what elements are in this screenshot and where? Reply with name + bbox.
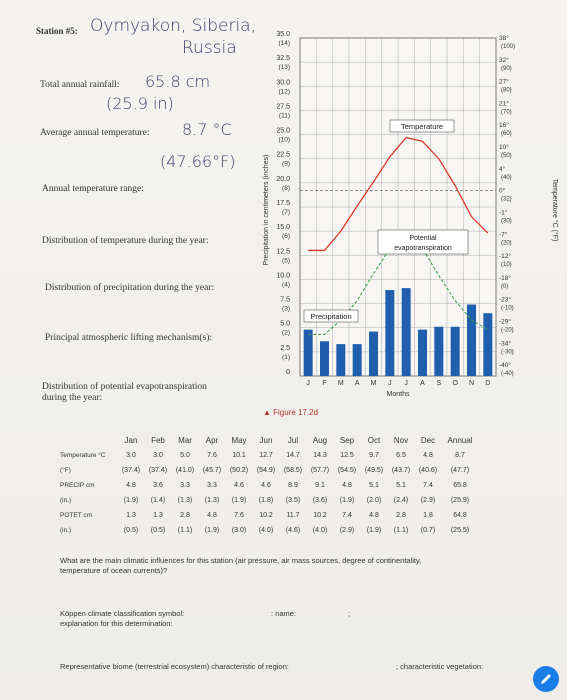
table-cell: 3.6 <box>153 482 163 489</box>
table-cell: 6.5 <box>396 452 406 459</box>
table-row <box>0 512 567 526</box>
y-axis-label-right: Temperature °C (°F) <box>551 178 558 242</box>
table-cell: 1.3 <box>153 512 163 519</box>
station-name-line2: Russia <box>182 38 237 58</box>
y-tick-label: 17.5 <box>276 200 290 207</box>
month-label: J <box>388 380 392 387</box>
y-tick-label-in: (7) <box>282 209 290 216</box>
month-label: O <box>452 380 458 387</box>
precip-bar <box>402 288 411 376</box>
table-header: May <box>231 436 247 445</box>
pet-distribution-label-2: during the year: <box>42 393 103 403</box>
table-cell: (2.4) <box>393 497 409 504</box>
table-cell: 65.8 <box>453 482 467 489</box>
table-cell: 10.2 <box>313 512 327 519</box>
table-cell: 3.3 <box>180 482 190 489</box>
table-cell: 9.1 <box>315 482 325 489</box>
month-label: A <box>420 380 425 387</box>
rainfall-label: Total annual rainfall: <box>40 80 120 90</box>
table-row-label: Temperature °C <box>60 452 106 459</box>
station-label: Station #5: <box>36 26 78 36</box>
right-tick-label-f: (0) <box>501 283 509 290</box>
influences-question-1: What are the main climatic influences for this station (air pressure, air mass sources, degree of continentality, <box>60 556 422 565</box>
table-cell: 64.8 <box>453 512 467 519</box>
table-cell: 4.6 <box>261 482 271 489</box>
table-cell: 7.4 <box>423 482 433 489</box>
y-tick-label-in: (14) <box>278 40 290 47</box>
right-tick-label: 0° <box>499 187 506 195</box>
right-tick-label-f: (50) <box>501 153 512 160</box>
table-cell: (4.6) <box>285 527 301 534</box>
table-cell: (3.5) <box>285 497 301 504</box>
table-cell: (0.7) <box>420 527 436 534</box>
table-cell: 3.0 <box>126 452 136 459</box>
figure-caption: ▲ Figure 17.2d <box>263 408 319 417</box>
right-tick-label-f: (60) <box>501 131 512 138</box>
y-tick-label: 35.0 <box>276 31 290 38</box>
table-cell: 7.4 <box>342 512 352 519</box>
y-tick-label-in: (6) <box>282 233 290 241</box>
table-cell: (54.9) <box>256 467 276 474</box>
right-tick-label: 27° <box>499 78 509 86</box>
month-label: D <box>485 380 491 387</box>
precip-bar <box>353 344 362 376</box>
table-header-row <box>0 436 567 450</box>
right-tick-label: 4° <box>499 165 506 173</box>
table-row <box>0 482 567 496</box>
right-tick-label-f: (80) <box>501 87 512 94</box>
table-header: Aug <box>312 436 328 445</box>
y-tick-label: 20.0 <box>276 175 290 183</box>
y-tick-label-in: (13) <box>278 64 290 72</box>
month-label: M <box>370 380 377 387</box>
table-cell: (1.9) <box>231 497 247 504</box>
precip-bar <box>369 332 378 376</box>
table-cell: (4.0) <box>258 527 274 534</box>
table-cell: 7.6 <box>207 452 217 459</box>
temp-distribution-label: Distribution of temperature during the year: <box>42 236 209 246</box>
temp-range-label: Annual temperature range: <box>42 184 144 194</box>
table-row <box>0 452 567 466</box>
table-cell: 8.9 <box>288 482 298 489</box>
table-cell: 14.3 <box>313 452 327 459</box>
table-cell: 4.8 <box>126 482 136 489</box>
y-tick-label: 32.5 <box>276 55 290 63</box>
table-header: Sep <box>339 436 355 445</box>
koppen-label: Köppen climate classification symbol: <box>60 609 185 618</box>
vegetation-label: ; characteristic vegetation: <box>396 662 484 671</box>
table-header: Jun <box>259 436 273 445</box>
table-cell: (2.9) <box>339 527 355 534</box>
right-tick-label-f: (10) <box>501 262 512 269</box>
table-row-label: (°F) <box>60 467 71 474</box>
pencil-icon[interactable] <box>533 666 559 692</box>
table-cell: (57.7) <box>310 467 330 474</box>
table-cell: 4.8 <box>207 512 217 519</box>
table-cell: (1.8) <box>258 497 274 504</box>
right-tick-label-f: (20) <box>501 240 512 247</box>
table-cell: (25.5) <box>450 527 470 534</box>
table-cell: (2.0) <box>366 497 382 504</box>
table-cell: (1.9) <box>339 497 355 504</box>
table-cell: 7.6 <box>234 512 244 519</box>
table-row-label: POTET cm <box>60 512 93 519</box>
precip-bar <box>304 330 313 376</box>
y-tick-label: 12.5 <box>276 248 290 256</box>
table-cell: (37.4) <box>148 467 168 474</box>
table-cell: (54.5) <box>337 467 357 474</box>
month-label: J <box>306 380 310 387</box>
table-cell: 12.7 <box>259 452 273 459</box>
right-tick-label-f: (90) <box>501 65 512 72</box>
y-tick-label: 5.0 <box>280 320 290 328</box>
precip-bar <box>483 313 492 376</box>
right-tick-label: 21° <box>499 100 509 108</box>
table-cell: (49.5) <box>364 467 384 474</box>
table-cell: 4.8 <box>423 452 433 459</box>
table-header: Mar <box>178 436 192 445</box>
table-cell: (58.5) <box>283 467 303 474</box>
table-header: Feb <box>151 436 165 445</box>
avg-temp-label: Average annual temperature: <box>40 128 150 138</box>
precip-distribution-label: Distribution of precipitation during the year: <box>45 283 215 293</box>
right-tick-label: -1° <box>499 209 508 217</box>
rainfall-value-in: (25.9 in) <box>106 94 174 113</box>
y-tick-label: 0 <box>286 369 290 376</box>
table-cell: 10.2 <box>259 512 273 519</box>
table-cell: (40.6) <box>418 467 438 474</box>
table-cell: 4.8 <box>342 482 352 489</box>
table-cell: 9.7 <box>369 452 379 459</box>
station-name-line1: Oymyakon, Siberia, <box>90 16 256 36</box>
table-cell: 14.7 <box>286 452 300 459</box>
table-cell: (1.9) <box>204 527 220 534</box>
y-tick-label-in: (1) <box>282 353 290 361</box>
temperature-annotation: Temperature <box>400 122 444 131</box>
right-tick-label: 16° <box>499 122 509 130</box>
table-cell: 5.1 <box>369 482 379 489</box>
right-tick-label-f: (100) <box>501 44 516 50</box>
table-cell: (43.7) <box>391 467 411 474</box>
table-cell: (47.7) <box>450 467 470 474</box>
avg-temp-value-c: 8.7 °C <box>182 120 232 139</box>
y-tick-label: 27.5 <box>276 103 290 111</box>
table-header: Dec <box>420 436 436 445</box>
precip-bar <box>336 344 345 376</box>
table-header: Jul <box>287 436 299 445</box>
y-tick-label-in: (5) <box>282 257 290 265</box>
table-cell: 5.1 <box>396 482 406 489</box>
right-tick-label: 38° <box>499 35 509 42</box>
table-cell: 3.0 <box>153 452 163 459</box>
table-cell: 12.5 <box>340 452 354 459</box>
right-tick-label: -34° <box>499 340 511 348</box>
y-axis-label: Precipitation in centimeters (inches) <box>263 154 270 266</box>
right-tick-label: 10° <box>499 144 509 152</box>
lifting-mechanism-label: Principal atmospheric lifting mechanism(s): <box>45 333 213 343</box>
y-tick-label-in: (11) <box>278 112 290 120</box>
koppen-explanation-label: explanation for this determination: <box>60 619 173 628</box>
table-cell: 4.8 <box>369 512 379 519</box>
y-tick-label: 10.0 <box>276 272 290 280</box>
table-cell: (3.0) <box>231 527 247 534</box>
table-row-label: (in.) <box>60 497 72 504</box>
table-cell: (1.3) <box>204 497 220 504</box>
right-tick-label-f: (-40) <box>501 371 514 378</box>
y-tick-label-in: (4) <box>282 281 290 289</box>
right-tick-label-f: (32) <box>501 196 512 203</box>
table-header: Annual <box>447 436 473 445</box>
koppen-semicolon: ; <box>348 609 351 618</box>
y-tick-label: 2.5 <box>280 344 290 352</box>
table-cell: (1.9) <box>366 527 382 534</box>
table-cell: 8.7 <box>455 452 465 459</box>
pet-annotation-1: Potential <box>409 235 437 242</box>
right-tick-label-f: (-20) <box>501 327 514 334</box>
month-label: J <box>404 380 408 387</box>
precip-annotation: Precipitation <box>310 312 352 321</box>
table-header: Jan <box>124 436 138 445</box>
table-row <box>0 527 567 541</box>
y-tick-label: 15.0 <box>276 224 290 232</box>
table-cell: (0.5) <box>150 527 166 534</box>
right-tick-label: -18° <box>499 274 511 282</box>
right-tick-label-f: (30) <box>501 218 512 225</box>
table-cell: 10.1 <box>232 452 246 459</box>
y-tick-label: 25.0 <box>276 127 290 135</box>
right-tick-label: -40° <box>499 362 511 370</box>
table-cell: (1.1) <box>177 527 193 534</box>
precip-bar <box>320 341 329 376</box>
right-tick-label: 32° <box>499 56 509 64</box>
y-tick-label: 22.5 <box>276 151 290 159</box>
table-row <box>0 467 567 481</box>
right-tick-label-f: (-30) <box>501 349 514 356</box>
right-tick-label: -7° <box>499 231 508 239</box>
month-label: F <box>322 380 327 387</box>
precip-bar <box>434 327 443 376</box>
y-tick-label-in: (12) <box>278 88 290 96</box>
biome-label: Representative biome (terrestrial ecosystem) characteristic of region: <box>60 662 289 671</box>
y-tick-label-in: (10) <box>278 136 290 144</box>
table-cell: (1.4) <box>150 497 166 504</box>
pet-annotation-2: evapotranspiration <box>394 245 452 252</box>
precip-bar <box>418 330 427 376</box>
table-cell: 1.8 <box>423 512 433 519</box>
table-cell: 3.3 <box>207 482 217 489</box>
table-cell: (1.9) <box>123 497 139 504</box>
month-label: N <box>468 380 475 387</box>
month-label: S <box>436 380 442 387</box>
table-header: Apr <box>205 436 219 445</box>
right-tick-label: -23° <box>499 296 511 304</box>
y-tick-label-in: (3) <box>282 305 290 313</box>
month-label: M <box>337 380 344 387</box>
table-cell: (0.5) <box>123 527 139 534</box>
table-row-label: (in.) <box>60 527 72 534</box>
right-tick-label-f: (40) <box>501 174 512 181</box>
right-tick-label: -12° <box>499 253 511 261</box>
table-cell: (37.4) <box>121 467 141 474</box>
table-cell: (2.9) <box>420 497 436 504</box>
table-cell: (4.0) <box>312 527 328 534</box>
precip-bar <box>385 290 394 376</box>
table-cell: (41.0) <box>175 467 195 474</box>
y-tick-label: 30.0 <box>276 79 290 87</box>
table-cell: 4.6 <box>234 482 244 489</box>
right-tick-label-f: (-10) <box>501 305 514 312</box>
table-cell: (3.6) <box>312 497 328 504</box>
table-cell: 2.8 <box>396 512 406 519</box>
avg-temp-value-f: (47.66°F) <box>160 152 236 171</box>
koppen-name-label: : name: <box>271 609 297 618</box>
table-cell: (1.3) <box>177 497 193 504</box>
table-cell: (50.2) <box>229 467 249 474</box>
table-cell: (25.9) <box>450 497 470 504</box>
x-axis-label: Months <box>386 391 410 398</box>
pencil-glyph-icon <box>539 672 553 686</box>
table-cell: 2.8 <box>180 512 190 519</box>
y-tick-label-in: (2) <box>282 329 290 337</box>
y-tick-label: 7.5 <box>280 296 290 304</box>
influences-question-2: temperature of ocean currents)? <box>60 566 168 575</box>
table-cell: 11.7 <box>286 512 300 519</box>
rainfall-value-cm: 65.8 cm <box>145 72 211 91</box>
right-tick-label: -29° <box>499 318 511 326</box>
table-row <box>0 497 567 511</box>
table-header: Nov <box>393 436 409 445</box>
y-tick-label-in: (8) <box>282 184 290 192</box>
table-cell: (1.1) <box>393 527 409 534</box>
precip-bar <box>467 305 476 376</box>
table-row-label: PRECIP cm <box>60 482 95 489</box>
precip-bar <box>451 327 460 376</box>
table-header: Oct <box>367 436 381 445</box>
pet-distribution-label-1: Distribution of potential evapotranspiration <box>42 382 207 392</box>
month-label: A <box>354 380 360 387</box>
table-cell: (45.7) <box>202 467 222 474</box>
table-cell: 1.3 <box>126 512 136 519</box>
right-tick-label-f: (70) <box>501 109 512 116</box>
table-cell: 5.0 <box>180 452 190 459</box>
y-tick-label-in: (9) <box>282 160 290 168</box>
